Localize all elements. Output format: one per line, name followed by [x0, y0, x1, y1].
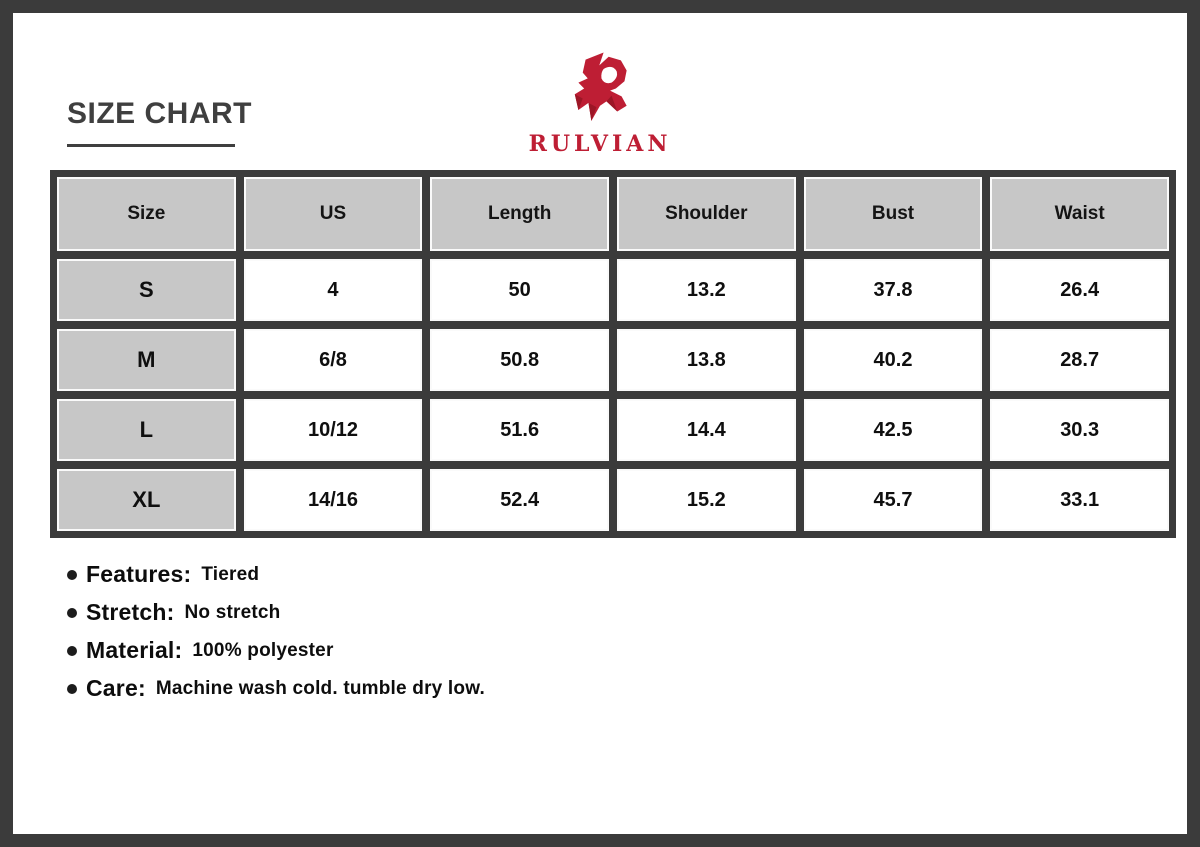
cell-l-length: 51.6 [430, 399, 609, 461]
cell-s-bust: 37.8 [804, 259, 983, 321]
cell-s-shoulder: 13.2 [617, 259, 796, 321]
title-underline [67, 144, 235, 147]
cell-l-us: 10/12 [244, 399, 423, 461]
cell-m-length: 50.8 [430, 329, 609, 391]
cell-m-shoulder: 13.8 [617, 329, 796, 391]
cell-m-bust: 40.2 [804, 329, 983, 391]
note-care [67, 675, 485, 702]
col-header-bust: Bust [804, 177, 983, 251]
note-label: Stretch: [86, 599, 175, 625]
note-value: Machine wash cold. tumble dry low. [155, 677, 485, 699]
cell-xl-waist: 33.1 [990, 469, 1169, 531]
cell-l-shoulder: 14.4 [617, 399, 796, 461]
note-value: 100% polyester [192, 639, 334, 661]
cell-l-bust: 42.5 [804, 399, 983, 461]
title-block [67, 97, 252, 147]
note-value: No stretch [184, 601, 281, 623]
brand-name: RULVIAN [528, 131, 672, 157]
rulvian-r-monogram-icon [564, 49, 636, 125]
bullet-icon [67, 684, 77, 694]
bullet-icon [67, 608, 77, 618]
size-table [50, 170, 1176, 538]
cell-xl-us: 14/16 [244, 469, 423, 531]
cell-s-us: 4 [244, 259, 423, 321]
bullet-icon [67, 570, 77, 580]
col-header-length: Length [430, 177, 609, 251]
note-label: Care: [86, 675, 146, 701]
page-title: SIZE CHART [67, 97, 252, 130]
note-label: Features: [86, 561, 192, 587]
cell-l-waist: 30.3 [990, 399, 1169, 461]
col-header-waist: Waist [990, 177, 1169, 251]
cell-s-length: 50 [430, 259, 609, 321]
row-label-m: M [57, 329, 236, 391]
row-label-xl: XL [57, 469, 236, 531]
note-stretch [67, 599, 485, 626]
bullet-icon [67, 646, 77, 656]
row-label-s: S [57, 259, 236, 321]
cell-xl-shoulder: 15.2 [617, 469, 796, 531]
cell-m-us: 6/8 [244, 329, 423, 391]
product-notes [67, 561, 485, 702]
cell-m-waist: 28.7 [990, 329, 1169, 391]
cell-xl-bust: 45.7 [804, 469, 983, 531]
cell-s-waist: 26.4 [990, 259, 1169, 321]
col-header-size: Size [57, 177, 236, 251]
col-header-us: US [244, 177, 423, 251]
col-header-shoulder: Shoulder [617, 177, 796, 251]
cell-xl-length: 52.4 [430, 469, 609, 531]
note-material [67, 637, 485, 664]
note-features [67, 561, 485, 588]
note-value: Tiered [201, 563, 260, 585]
row-label-l: L [57, 399, 236, 461]
note-label: Material: [86, 637, 183, 663]
